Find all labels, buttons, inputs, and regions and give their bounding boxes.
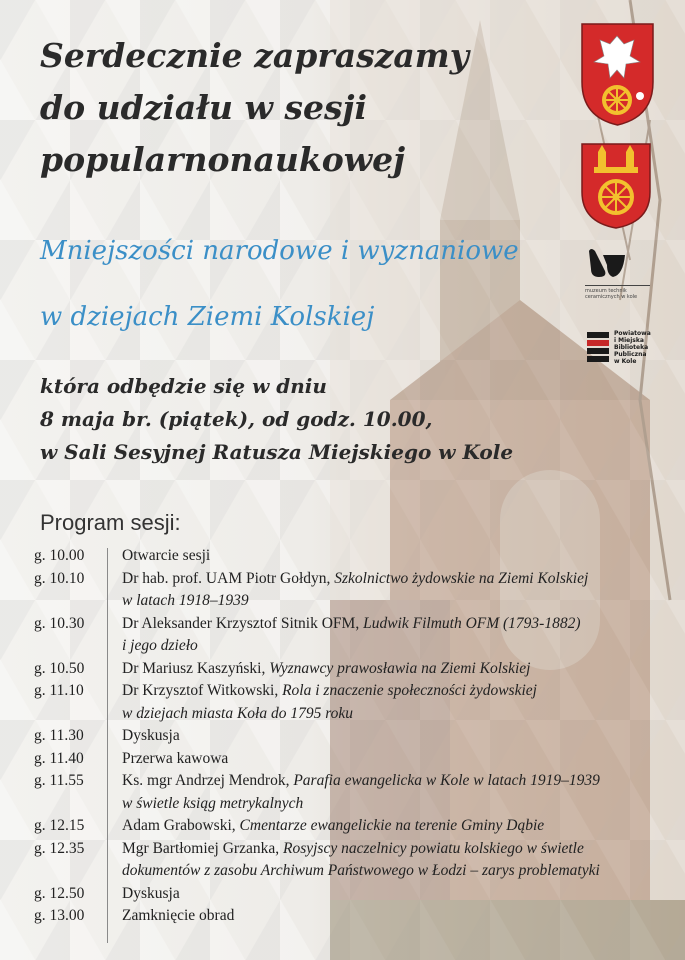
agenda-row bbox=[34, 815, 664, 838]
title-line: do udziału w sesji bbox=[40, 88, 368, 127]
agenda-text bbox=[122, 658, 664, 681]
library-line: Powiatowa bbox=[614, 330, 651, 337]
agenda-text bbox=[122, 770, 664, 815]
agenda-row bbox=[34, 680, 664, 725]
agenda-lecture-title-continued: w świetle ksiąg metrykalnych bbox=[122, 794, 304, 812]
library-line: i Miejska bbox=[614, 337, 644, 344]
agenda-text bbox=[122, 545, 664, 568]
muzeum-logo bbox=[585, 245, 650, 300]
agenda-time: g. 10.30 bbox=[34, 614, 85, 632]
agenda-row bbox=[34, 883, 664, 906]
agenda-time: g. 12.50 bbox=[34, 884, 85, 902]
details-line: która odbędzie się w dniu bbox=[40, 374, 327, 398]
agenda-speaker: Otwarcie sesji bbox=[122, 547, 211, 564]
agenda-row bbox=[34, 568, 664, 613]
agenda-text bbox=[122, 680, 664, 725]
agenda-speaker: Adam Grabowski, bbox=[122, 817, 240, 834]
agenda-text bbox=[122, 748, 664, 771]
agenda-text bbox=[122, 568, 664, 613]
agenda-divider bbox=[107, 548, 108, 943]
program-agenda bbox=[34, 545, 664, 928]
details-line: 8 maja br. (piątek), od godz. 10.00, bbox=[40, 407, 433, 431]
agenda-lecture-title: Ludwik Filmuth OFM (1793-1882) bbox=[363, 614, 581, 632]
agenda-lecture-title: Rosyjscy naczelnicy powiatu kolskiego w świetle bbox=[282, 839, 584, 857]
program-heading: Program sesji: bbox=[40, 510, 181, 535]
library-caption bbox=[614, 330, 651, 365]
agenda-lecture-title: Szkolnictwo żydowskie na Ziemi Kolskiej bbox=[334, 569, 589, 587]
topic-line: Mniejszości narodowe i wyznaniowe bbox=[40, 236, 519, 266]
agenda-row bbox=[34, 770, 664, 815]
agenda-speaker: Dr Krzysztof Witkowski, bbox=[122, 682, 283, 699]
agenda-speaker: Ks. mgr Andrzej Mendrok, bbox=[122, 772, 294, 789]
muzeum-caption: muzeum technik ceramicznych w kole bbox=[585, 285, 650, 300]
library-line: w Kole bbox=[614, 358, 637, 365]
agenda-lecture-title-continued: w dziejach miasta Koła do 1795 roku bbox=[122, 704, 354, 722]
agenda-lecture-title: Rola i znaczenie społeczności żydowskiej bbox=[282, 682, 537, 699]
library-line: Publiczna bbox=[614, 351, 647, 358]
agenda-lecture-title: Parafia ewangelicka w Kole w latach 1919–1939 bbox=[293, 772, 600, 789]
agenda-row bbox=[34, 905, 664, 928]
library-line: Biblioteka bbox=[614, 344, 649, 351]
invitation-title bbox=[40, 30, 560, 186]
agenda-time: g. 11.10 bbox=[34, 682, 84, 699]
details-line: w Sali Sesyjnej Ratusza Miejskiego w Kole bbox=[40, 440, 514, 464]
agenda-text bbox=[122, 815, 664, 838]
agenda-row bbox=[34, 725, 664, 748]
agenda-speaker: Dyskusja bbox=[122, 884, 180, 902]
agenda-speaker: Dr hab. prof. UAM Piotr Gołdyn, bbox=[122, 569, 335, 587]
agenda-time: g. 12.15 bbox=[34, 817, 85, 834]
agenda-speaker: Dr Aleksander Krzysztof Sitnik OFM, bbox=[122, 614, 364, 632]
agenda-lecture-title-continued: i jego dzieło bbox=[122, 637, 198, 654]
agenda-time: g. 11.40 bbox=[34, 749, 84, 767]
agenda-time: g. 11.55 bbox=[34, 772, 84, 789]
agenda-text bbox=[122, 838, 664, 883]
title-line: Serdecznie zapraszamy bbox=[40, 36, 469, 75]
powiat-coat-of-arms-icon bbox=[580, 22, 655, 127]
agenda-speaker: Mgr Bartłomiej Grzanka, bbox=[122, 839, 283, 857]
agenda-speaker: Zamknięcie obrad bbox=[122, 907, 235, 924]
agenda-time: g. 13.00 bbox=[34, 907, 85, 924]
agenda-time: g. 10.10 bbox=[34, 569, 85, 587]
agenda-row bbox=[34, 545, 664, 568]
agenda-time: g. 11.30 bbox=[34, 727, 84, 744]
agenda-lecture-title-continued: w latach 1918–1939 bbox=[122, 592, 249, 609]
agenda-lecture-title: Wyznawcy prawosławia na Ziemi Kolskiej bbox=[269, 659, 531, 677]
event-details bbox=[40, 370, 600, 469]
pottery-icon bbox=[585, 245, 629, 281]
agenda-speaker: Dr Mariusz Kaszyński, bbox=[122, 659, 270, 677]
agenda-time: g. 10.50 bbox=[34, 659, 85, 677]
topic-line: w dziejach Ziemi Kolskiej bbox=[40, 302, 375, 332]
agenda-speaker: Dyskusja bbox=[122, 727, 180, 744]
agenda-row bbox=[34, 748, 664, 771]
session-topic bbox=[40, 218, 580, 350]
agenda-lecture-title-continued: dokumentów z zasobu Archiwum Państwowego w Łodzi – zarys problematyki bbox=[122, 862, 600, 879]
kolo-coat-of-arms-icon bbox=[580, 142, 652, 230]
agenda-speaker: Przerwa kawowa bbox=[122, 749, 229, 767]
agenda-row bbox=[34, 613, 664, 658]
agenda-text bbox=[122, 883, 664, 906]
title-line: popularnonaukowej bbox=[40, 140, 406, 179]
books-icon bbox=[585, 330, 611, 370]
agenda-lecture-title: Cmentarze ewangelickie na terenie Gminy Dąbie bbox=[239, 817, 545, 834]
library-logo bbox=[585, 330, 655, 370]
agenda-row bbox=[34, 658, 664, 681]
agenda-row bbox=[34, 838, 664, 883]
agenda-text bbox=[122, 905, 664, 928]
agenda-text bbox=[122, 613, 664, 658]
agenda-time: g. 12.35 bbox=[34, 839, 85, 857]
agenda-text bbox=[122, 725, 664, 748]
agenda-time: g. 10.00 bbox=[34, 547, 85, 564]
